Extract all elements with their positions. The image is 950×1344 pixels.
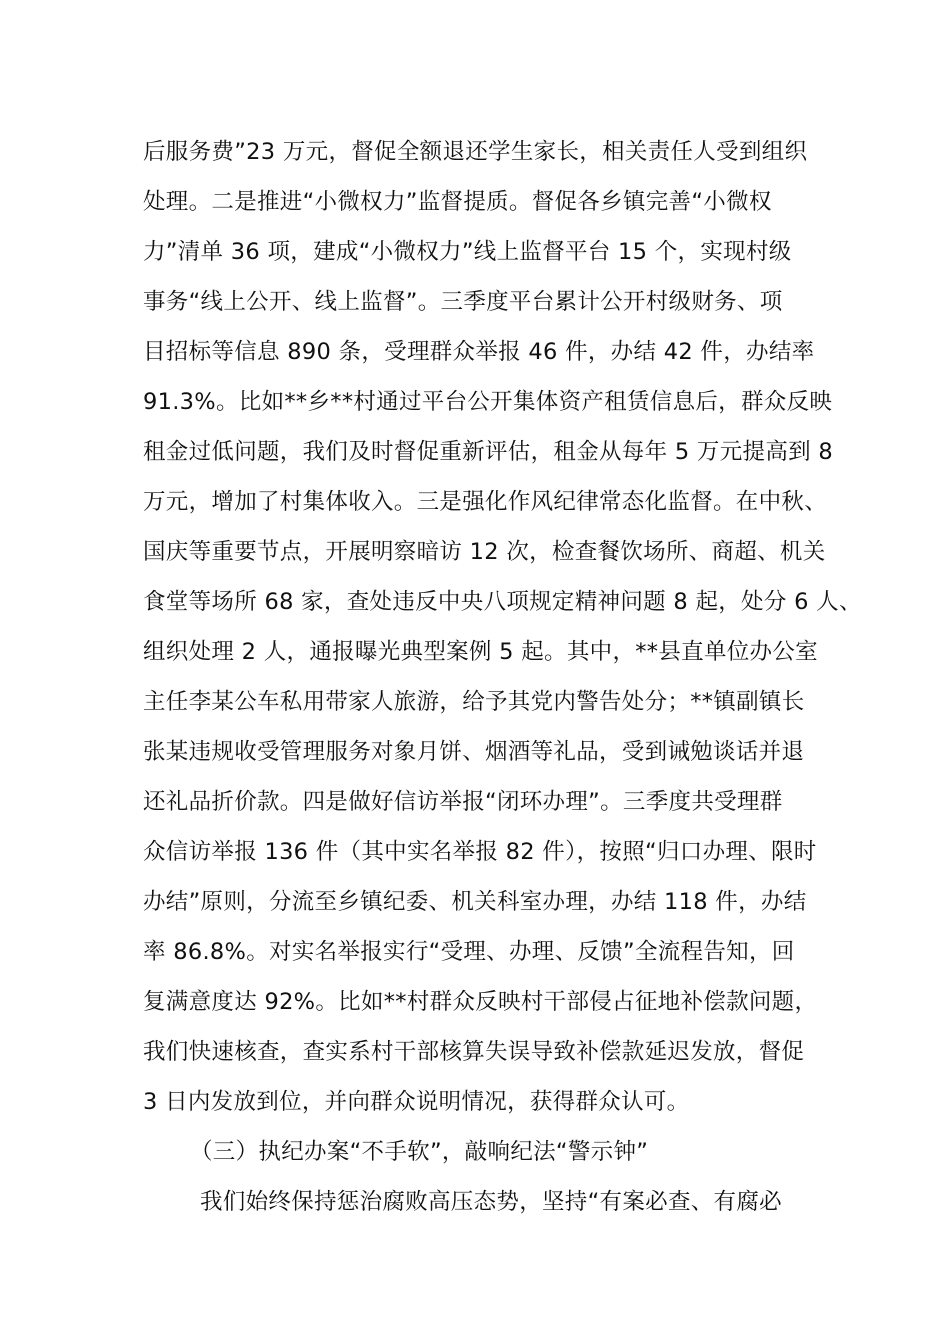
text-line-12: 主任李某公车私用带家人旅游，给予其党内警告处分；**镇副镇长 [143,689,805,715]
text-line-4: 事务“线上公开、线上监督”。三季度平台累计公开村级财务、项 [143,289,783,315]
text-line-2: 处理。二是推进“小微权力”监督提质。督促各乡镇完善“小微权 [143,189,772,215]
text-line-16: 办结”原则，分流至乡镇纪委、机关科室办理，办结 118 件，办结 [143,889,807,915]
text-line-8: 万元，增加了村集体收入。三是强化作风纪律常态化监督。在中秋、 [143,489,828,515]
text-line-18: 复满意度达 92%。比如**村群众反映村干部侵占征地补偿款问题， [143,989,818,1015]
text-line-13: 张某违规收受管理服务对象月饼、烟酒等礼品，受到诫勉谈话并退 [143,739,805,765]
text-line-1: 后服务费”23 万元，督促全额退还学生家长，相关责任人受到组织 [143,139,808,165]
text-line-9: 国庆等重要节点，开展明察暗访 12 次，检查餐饮场所、商超、机关 [143,539,826,565]
text-line-5: 目招标等信息 890 条，受理群众举报 46 件，办结 42 件，办结率 [143,339,815,365]
text-line-20: 3 日内发放到位，并向群众说明情况，获得群众认可。 [143,1089,690,1115]
text-line-10: 食堂等场所 68 家，查处违反中央八项规定精神问题 8 起，处分 6 人、 [143,589,862,615]
text-line-19: 我们快速核查，查实系村干部核算失误导致补偿款延迟发放，督促 [143,1039,805,1065]
text-line-3: 力”清单 36 项，建成“小微权力”线上监督平台 15 个，实现村级 [143,239,792,265]
text-line-15: 众信访举报 136 件（其中实名举报 82 件），按照“归口办理、限时 [143,839,817,865]
text-line-17: 率 86.8%。对实名举报实行“受理、办理、反馈”全流程告知，回 [143,939,795,965]
paragraph-start-line: 我们始终保持惩治腐败高压态势，坚持“有案必查、有腐必 [200,1189,782,1215]
section-heading: （三）执纪办案“不手软”，敲响纪法“警示钟” [190,1139,649,1165]
text-line-11: 组织处理 2 人，通报曝光典型案例 5 起。其中，**县直单位办公室 [143,639,818,665]
text-line-14: 还礼品折价款。四是做好信访举报“闭环办理”。三季度共受理群 [143,789,783,815]
text-line-7: 租金过低问题，我们及时督促重新评估，租金从每年 5 万元提高到 8 [143,439,833,465]
text-line-6: 91.3%。比如**乡**村通过平台公开集体资产租赁信息后，群众反映 [143,389,833,415]
